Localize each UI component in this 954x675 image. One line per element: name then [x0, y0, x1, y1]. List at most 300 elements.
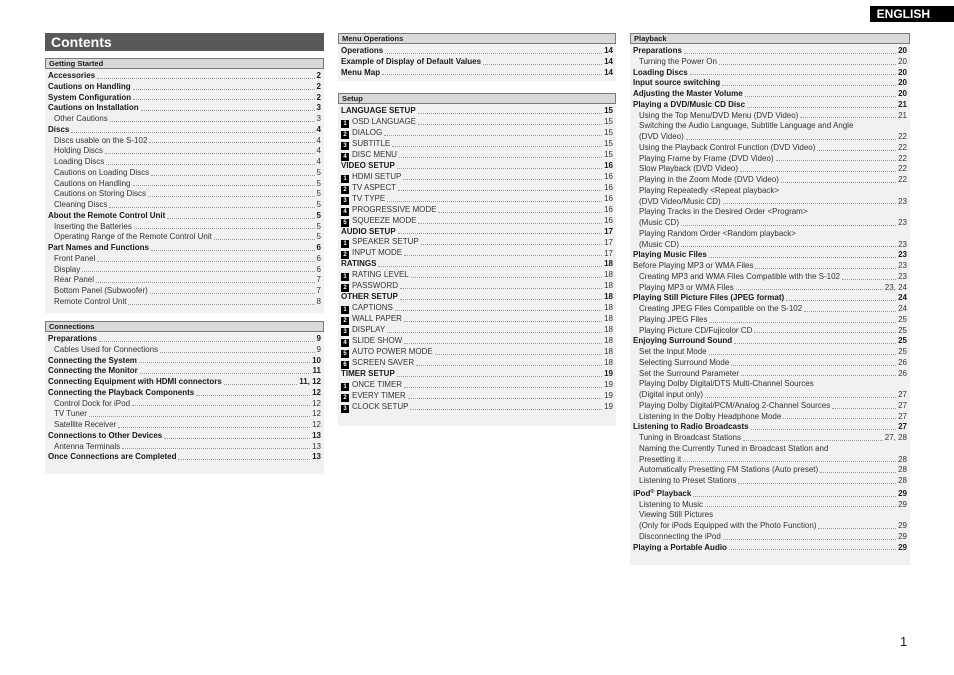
page-ref: 25: [898, 314, 907, 324]
entry-title-text: Remote Control Unit: [54, 296, 127, 306]
entry-title-text: WALL PAPER: [352, 313, 402, 323]
dot-leader: [97, 261, 314, 262]
entry-title-text: PASSWORD: [352, 281, 399, 290]
page-ref: 5: [316, 167, 321, 177]
toc-entry-playing-jpeg-files[interactable]: [630, 315, 910, 326]
toc-entry-cautions-on-storing-discs[interactable]: [45, 189, 324, 200]
entry-title: [639, 401, 830, 412]
entry-title-text: CAPTIONS: [352, 302, 393, 312]
page-ref: 28: [898, 454, 907, 464]
page-ref: 21: [898, 110, 907, 120]
page-ref: 18: [604, 358, 613, 367]
page-ref: 19: [604, 390, 613, 400]
dot-leader: [723, 539, 896, 540]
toc-entry-creating-jpeg-files-compatible-on-the-s-102[interactable]: [630, 304, 910, 315]
entry-title-text: (Digital input only): [639, 390, 704, 399]
item-number-badge: 1: [341, 240, 349, 248]
toc-entry-holding-discs[interactable]: [45, 146, 324, 157]
page-ref: 17: [604, 226, 613, 236]
page-ref: 4: [316, 146, 321, 156]
toc-entry-viewing-still-pictures[interactable]: [630, 510, 910, 521]
toc-entry-cautions-on-installation[interactable]: [45, 103, 324, 114]
dot-leader: [403, 179, 602, 180]
toc-entry-preparations[interactable]: [630, 46, 910, 57]
entry-title-text: Playing Frame by Frame (DVD Video): [639, 153, 774, 163]
entry-title: [633, 250, 707, 261]
entry-title-text: AUTO POWER MODE: [352, 346, 433, 356]
toc-entry-tv-aspect[interactable]: [338, 183, 616, 194]
entry-title-text: RATING LEVEL: [352, 270, 409, 279]
toc-entry-playing-mp3-or-wma-files[interactable]: [630, 283, 910, 294]
entry-title: [639, 476, 736, 487]
item-number-badge: 2: [341, 284, 349, 292]
dot-leader: [804, 311, 896, 312]
toc-entry-automatically-presetting-fm-stations-auto-preset[interactable]: [630, 465, 910, 476]
entry-title-text: Playing Repeatedly <Repeat playback>: [639, 185, 780, 195]
toc-entry-loading-discs[interactable]: [45, 157, 324, 168]
entry-title-text: Playing in the Zoom Mode (DVD Video): [639, 175, 779, 184]
entry-title: [633, 46, 682, 57]
toc-entry-bottom-panel-subwoofer[interactable]: [45, 286, 324, 297]
toc-entry-every-timer[interactable]: [338, 391, 616, 402]
entry-title: [639, 164, 738, 175]
toc-entry-playing-in-the-zoom-mode-dvd-video[interactable]: [630, 175, 910, 186]
entry-title-text: Preparations: [633, 46, 682, 55]
page-ref: 16: [604, 215, 613, 225]
page-title: Contents: [45, 33, 324, 51]
entry-title: [54, 265, 80, 276]
toc-entry-listening-to-music[interactable]: [630, 500, 910, 511]
toc-entry-disc-menu[interactable]: [338, 150, 616, 161]
entry-title-text: LANGUAGE SETUP: [341, 106, 416, 115]
entry-title-text: VIDEO SETUP: [341, 160, 395, 170]
toc-entry-antenna-terminals[interactable]: [45, 442, 324, 453]
dot-leader: [400, 288, 602, 289]
entry-title-text: Playing Dolby Digital/PCM/Analog 2-Channel Sources: [639, 400, 831, 410]
dot-leader: [89, 416, 310, 417]
page-ref: 22: [898, 153, 907, 163]
toc-entry-wall-paper[interactable]: [338, 314, 616, 325]
toc-entry-hdmi-setup[interactable]: [338, 172, 616, 183]
dot-leader: [82, 271, 314, 272]
entry-title-text: Discs usable on the S-102: [54, 135, 148, 145]
item-number-badge: 2: [341, 251, 349, 259]
toc-entry-auto-power-mode[interactable]: [338, 347, 616, 358]
entry-title-text: AUDIO SETUP: [341, 226, 396, 236]
entry-title: [341, 270, 409, 281]
toc-section-getting-started: [45, 58, 324, 313]
page-ref: 2: [316, 71, 321, 80]
toc-entry-cables-used-for-connections[interactable]: [45, 345, 324, 356]
toc-entry-ratings[interactable]: [338, 259, 616, 270]
entry-title: [639, 510, 713, 521]
toc-entry-playing-a-portable-audio[interactable]: [630, 543, 910, 554]
toc-entry-audio-setup[interactable]: [338, 227, 616, 238]
toc-entry-only-for-ipods-equipped-with-the-photo-function[interactable]: [630, 521, 910, 532]
entry-title-text: Connecting the Playback Components: [48, 387, 195, 397]
toc-entry-playing-still-picture-files-jpeg-format[interactable]: [630, 293, 910, 304]
toc-entry-creating-mp3-and-wma-files-compatible-with-the-s-102[interactable]: [630, 272, 910, 283]
dot-leader: [96, 282, 315, 283]
entry-title: [633, 543, 727, 554]
toc-entry-listening-to-preset-stations[interactable]: [630, 476, 910, 487]
toc-entry-operations[interactable]: [338, 46, 616, 57]
page-ref: 27: [898, 411, 907, 421]
toc-entry-other-cautions[interactable]: [45, 114, 324, 125]
toc-entry-slide-show[interactable]: [338, 336, 616, 347]
toc-entry-subtitle[interactable]: [338, 139, 616, 150]
page-ref: 24: [898, 293, 907, 303]
toc-entry-naming-the-currently-tuned-in-broadcast-station-and[interactable]: [630, 444, 910, 455]
dot-leader: [398, 190, 602, 191]
toc-entry-switching-the-audio-language-subtitle-language-and-angle[interactable]: [630, 121, 910, 132]
entry-title-text: DIALOG: [352, 127, 383, 137]
entry-title: [54, 146, 103, 157]
page-ref: 23: [898, 250, 907, 260]
toc-entry-tv-type[interactable]: [338, 194, 616, 205]
toc-entry-cautions-on-handling[interactable]: [45, 82, 324, 93]
entry-title-text: Creating JPEG Files Compatible on the S-102: [639, 304, 803, 313]
entry-title: [639, 186, 779, 197]
toc-entry-listening-in-the-dolby-headphone-mode[interactable]: [630, 412, 910, 423]
toc-entry-ipod-playback[interactable]: [630, 487, 910, 500]
dot-leader: [743, 440, 883, 441]
toc-entry-input-mode[interactable]: [338, 248, 616, 259]
page-ref: 13: [312, 441, 321, 451]
dot-leader: [709, 354, 896, 355]
toc-entry-captions[interactable]: [338, 303, 616, 314]
entry-title: [639, 304, 802, 315]
entry-title: [54, 222, 132, 233]
page-ref: 5: [316, 221, 321, 231]
toc-entry-preparations[interactable]: [45, 334, 324, 345]
toc-entry-listening-to-radio-broadcasts[interactable]: [630, 422, 910, 433]
page-ref: 11, 12: [299, 377, 321, 386]
entry-title: [341, 46, 383, 57]
dot-leader: [151, 175, 314, 176]
entry-title: [341, 402, 408, 413]
dot-leader: [398, 233, 602, 234]
page-ref: 20: [898, 67, 907, 77]
entry-title: [633, 89, 743, 100]
page-ref: 12: [312, 398, 321, 408]
entry-title: [639, 111, 798, 122]
dot-leader: [122, 448, 310, 449]
toc-entry-slow-playback-dvd-video[interactable]: [630, 164, 910, 175]
toc-entry-speaker-setup[interactable]: [338, 237, 616, 248]
toc-entry-before-playing-mp3-or-wma-files[interactable]: [630, 261, 910, 272]
page-ref: 26: [898, 357, 907, 367]
dot-leader: [382, 74, 602, 75]
page-ref: 15: [604, 139, 613, 148]
toc-entry-set-the-input-mode[interactable]: [630, 347, 910, 358]
entry-title: [639, 358, 729, 369]
toc-entry-cautions-on-handling[interactable]: [45, 179, 324, 190]
page-ref: 27: [898, 422, 907, 432]
page-ref: 14: [604, 67, 613, 77]
toc-entry-rear-panel[interactable]: [45, 275, 324, 286]
toc-entry-loading-discs[interactable]: [630, 68, 910, 79]
entry-title-text: Cautions on Installation: [48, 103, 139, 113]
toc-entry-tuning-in-broadcast-stations[interactable]: [630, 433, 910, 444]
toc-entry-selecting-surround-mode[interactable]: [630, 358, 910, 369]
toc-entry-password[interactable]: [338, 281, 616, 292]
page-ref: 16: [604, 160, 613, 170]
page-ref: 13: [312, 452, 321, 462]
dot-leader: [140, 373, 311, 374]
toc-entry-once-connections-are-completed[interactable]: [45, 452, 324, 463]
toc-entry-display[interactable]: [338, 325, 616, 336]
toc-entry-clock-setup[interactable]: [338, 402, 616, 413]
dot-leader: [736, 289, 883, 290]
toc-entry-playing-music-files[interactable]: [630, 250, 910, 261]
toc-entry-video-setup[interactable]: [338, 161, 616, 172]
toc-section-menu-operations: [338, 33, 616, 81]
entry-title: [341, 380, 402, 391]
entry-title-text: Cautions on Loading Discs: [54, 167, 150, 177]
toc-entry-enjoying-surround-sound[interactable]: [630, 336, 910, 347]
entry-title-text: About the Remote Control Unit: [48, 210, 166, 220]
entry-title-text: Playing MP3 or WMA Files: [639, 282, 734, 292]
dot-leader: [683, 461, 896, 462]
toc-entry-playing-repeatedly-repeat-playback[interactable]: [630, 186, 910, 197]
dot-leader: [110, 121, 315, 122]
dot-leader: [385, 53, 602, 54]
dot-leader: [755, 268, 896, 269]
page-ref: 29: [898, 499, 907, 509]
dot-leader: [132, 405, 310, 406]
dot-leader: [134, 228, 315, 229]
toc-entry-rating-level[interactable]: [338, 270, 616, 281]
page-ref: 23: [898, 271, 907, 281]
dot-leader: [483, 64, 602, 65]
entry-title-text: Naming the Currently Tuned in Broadcast Station and: [639, 443, 829, 453]
page-ref: 18: [604, 259, 613, 269]
page-ref: 16: [604, 204, 613, 214]
entry-title-text: Holding Discs: [54, 146, 103, 156]
entry-title-text: SQUEEZE MODE: [352, 215, 417, 225]
dot-leader: [411, 277, 602, 278]
entry-title: [341, 216, 416, 227]
toc-entry-cautions-on-loading-discs[interactable]: [45, 168, 324, 179]
toc-entry-inserting-the-batteries[interactable]: [45, 222, 324, 233]
page-ref: 23: [898, 239, 907, 249]
toc-entry-set-the-surround-parameter[interactable]: [630, 369, 910, 380]
dot-leader: [404, 255, 602, 256]
dot-leader: [800, 117, 896, 118]
dot-leader: [817, 150, 896, 151]
entry-title-text: Front Panel: [54, 253, 96, 263]
toc-entry-osd-language[interactable]: [338, 117, 616, 128]
page-ref: 24: [898, 304, 907, 313]
toc-entry-accessories[interactable]: [45, 71, 324, 82]
page-ref: 15: [604, 117, 613, 126]
dot-leader: [418, 223, 602, 224]
entry-title: [48, 93, 131, 104]
page-ref: 4: [316, 157, 321, 166]
toc-entry-language-setup[interactable]: [338, 106, 616, 117]
entry-title: [54, 232, 212, 243]
entry-title: [341, 68, 380, 79]
entry-title-text: Tuning in Broadcast Stations: [639, 433, 741, 442]
entry-title-text: Satellite Receiver: [54, 420, 117, 429]
entry-title-text: Inserting the Batteries: [54, 221, 132, 231]
item-number-badge: 3: [341, 142, 349, 150]
toc-entry-music-cd[interactable]: [630, 240, 910, 251]
entry-title: [341, 248, 402, 259]
dot-leader: [151, 250, 315, 251]
toc-entry-using-the-playback-control-function-dvd-video[interactable]: [630, 143, 910, 154]
toc-entry-playing-random-order-random-playback[interactable]: [630, 229, 910, 240]
entry-title-text: Slow Playback (DVD Video): [639, 164, 739, 174]
toc-entry-operating-range-of-the-remote-control-unit[interactable]: [45, 232, 324, 243]
entry-title: [341, 347, 433, 358]
page-ref: 18: [604, 314, 613, 323]
entry-title-text: Preparations: [48, 334, 97, 343]
toc-entry-about-the-remote-control-unit[interactable]: [45, 211, 324, 222]
dot-leader: [224, 384, 297, 385]
entry-title: [341, 292, 398, 303]
toc-entry-front-panel[interactable]: [45, 254, 324, 265]
toc-entry-music-cd[interactable]: [630, 218, 910, 229]
toc-entry-presetting-it[interactable]: [630, 455, 910, 466]
page-ref: 7: [316, 286, 321, 295]
item-number-badge: 1: [341, 120, 349, 128]
entry-title: [54, 399, 130, 410]
toc-entry-display[interactable]: [45, 265, 324, 276]
toc-entry-connections-to-other-devices[interactable]: [45, 431, 324, 442]
toc-entry-playing-dolby-digital-dts-multi-channel-sources[interactable]: [630, 379, 910, 390]
toc-entry-remote-control-unit[interactable]: [45, 297, 324, 308]
toc-entry-connecting-the-playback-components[interactable]: [45, 388, 324, 399]
entry-title: [48, 452, 176, 463]
entry-title-text: OTHER SETUP: [341, 292, 398, 301]
toc-entry-progressive-mode[interactable]: [338, 205, 616, 216]
dot-leader: [745, 96, 896, 97]
entry-title-text: CLOCK SETUP: [352, 401, 409, 411]
entry-title-text: Presetting it: [639, 454, 682, 464]
toc-entry-satellite-receiver[interactable]: [45, 420, 324, 431]
page-ref: 8: [316, 296, 321, 306]
toc-entry-example-of-display-of-default-values[interactable]: [338, 57, 616, 68]
dot-leader: [139, 362, 310, 363]
entry-title: [54, 345, 158, 356]
toc-entry-digital-input-only[interactable]: [630, 390, 910, 401]
toc-entry-using-the-top-menu-dvd-menu-dvd-video[interactable]: [630, 111, 910, 122]
page-ref: 6: [316, 264, 321, 274]
entry-title: [639, 379, 814, 390]
entry-title: [639, 412, 781, 423]
dot-leader: [384, 135, 602, 136]
page-ref: 12: [312, 409, 321, 419]
entry-title: [341, 128, 382, 139]
toc-entry-playing-a-dvd-music-cd-disc[interactable]: [630, 100, 910, 111]
toc-entry-playing-dolby-digital-pcm-analog-2-channel-sources[interactable]: [630, 401, 910, 412]
entry-title: [639, 57, 717, 68]
entry-title: [639, 390, 703, 401]
page-ref: 5: [316, 200, 321, 209]
entry-title: [48, 334, 97, 345]
dot-leader: [731, 365, 896, 366]
toc-entry-dvd-video-music-cd[interactable]: [630, 197, 910, 208]
entry-title-text: DISC MENU: [352, 149, 397, 159]
entry-title-text: DISPLAY: [352, 324, 386, 334]
toc-entry-dvd-video[interactable]: [630, 132, 910, 143]
item-number-badge: 3: [341, 405, 349, 413]
entry-title: [639, 207, 808, 218]
dot-leader: [404, 387, 602, 388]
dot-leader: [783, 418, 896, 419]
toc-entry-playing-frame-by-frame-dvd-video[interactable]: [630, 154, 910, 165]
toc-entry-disconnecting-the-ipod[interactable]: [630, 532, 910, 543]
page-ref: 23: [898, 261, 907, 270]
page-number: 1: [900, 634, 908, 649]
toc-entry-tv-tuner[interactable]: [45, 409, 324, 420]
dot-leader: [410, 409, 602, 410]
entry-title-text: Playing JPEG Files: [639, 314, 708, 324]
entry-title-text: Loading Discs: [54, 157, 105, 166]
toc-entry-turning-the-power-on[interactable]: [630, 57, 910, 68]
entry-title-text: Adjusting the Master Volume: [633, 89, 743, 98]
entry-title-text: Before Playing MP3 or WMA Files: [633, 261, 754, 270]
page-ref: 29: [898, 531, 907, 541]
toc-entry-connecting-equipment-with-hdmi-connectors[interactable]: [45, 377, 324, 388]
toc-entry-connecting-the-system[interactable]: [45, 356, 324, 367]
page-ref: 22: [898, 142, 907, 152]
dot-leader: [404, 343, 602, 344]
toc-entry-system-configuration[interactable]: [45, 93, 324, 104]
dot-leader: [106, 164, 314, 165]
toc-entry-other-setup[interactable]: [338, 292, 616, 303]
toc-entry-part-names-and-functions[interactable]: [45, 243, 324, 254]
entry-title-text: ONCE TIMER: [352, 379, 403, 389]
toc-entry-control-dock-for-ipod[interactable]: [45, 399, 324, 410]
dot-leader: [690, 74, 896, 75]
entry-title-text: Enjoying Surround Sound: [633, 336, 733, 346]
page-ref: 17: [604, 248, 613, 258]
toc-entry-discs[interactable]: [45, 125, 324, 136]
dot-leader: [397, 168, 602, 169]
item-number-badge: 6: [341, 361, 349, 369]
toc-entry-connecting-the-monitor[interactable]: [45, 366, 324, 377]
entry-title-text: (DVD Video/Music CD): [639, 196, 721, 206]
dot-leader: [747, 107, 896, 108]
item-number-badge: 1: [341, 273, 349, 281]
entry-title-text: Control Dock for iPod: [54, 398, 131, 408]
toc-entry-input-source-switching[interactable]: [630, 78, 910, 89]
page-ref: 15: [604, 106, 613, 115]
toc-entry-squeeze-mode[interactable]: [338, 216, 616, 227]
entry-title-text: Creating MP3 and WMA Files Compatible with the S-102: [639, 271, 840, 281]
entry-title: [341, 391, 406, 402]
toc-entry-cleaning-discs[interactable]: [45, 200, 324, 211]
toc-entry-screen-saver[interactable]: [338, 358, 616, 369]
toc-entry-menu-map[interactable]: [338, 68, 616, 79]
entry-title-text: Cables Used for Connections: [54, 344, 159, 354]
toc-entry-timer-setup[interactable]: [338, 369, 616, 380]
toc-entry-playing-tracks-in-the-desired-order-program[interactable]: [630, 207, 910, 218]
toc-entry-discs-usable-on-the-s-102[interactable]: [45, 136, 324, 147]
toc-entry-adjusting-the-master-volume[interactable]: [630, 89, 910, 100]
entry-title-text: (DVD Video): [639, 132, 684, 141]
toc-entry-once-timer[interactable]: [338, 380, 616, 391]
toc-entry-dialog[interactable]: [338, 128, 616, 139]
dot-leader: [818, 528, 896, 529]
page-ref: 7: [316, 275, 321, 285]
entry-title: [48, 356, 137, 367]
entry-title: [639, 272, 840, 283]
toc-entry-playing-picture-cd-fujicolor-cd[interactable]: [630, 326, 910, 337]
